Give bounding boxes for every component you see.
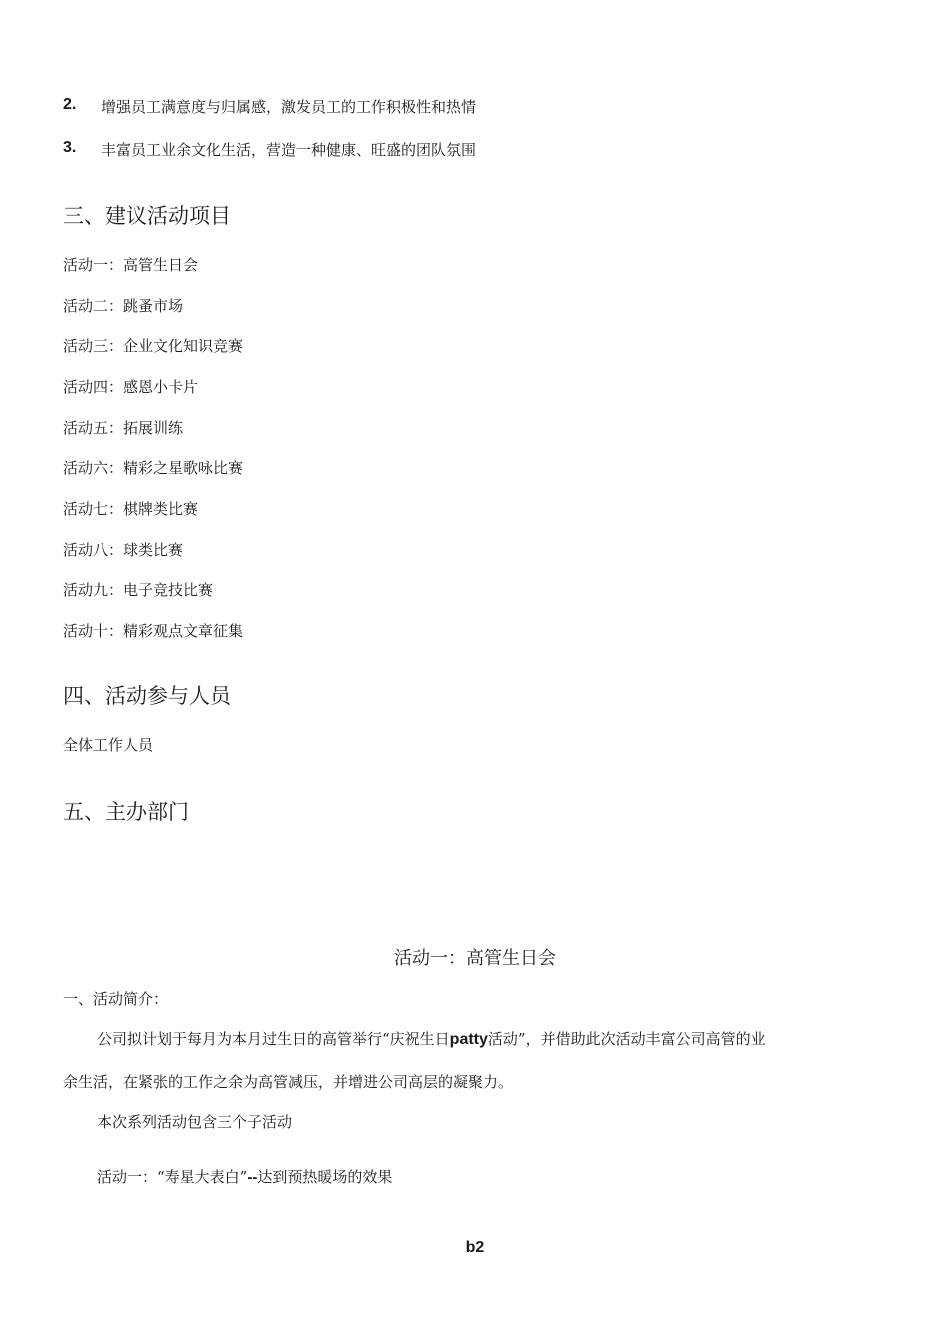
intro-heading: 一、活动简介： [63,990,169,1008]
list-number: 2. [63,96,77,113]
activity-title: 活动一：高管生日会 [394,948,556,969]
section-heading: 五、主办部门 [63,800,189,824]
activity-list-item: 活动六：精彩之星歌咏比赛 [63,459,244,477]
section-heading: 四、活动参与人员 [63,684,231,708]
list-item-text: 增强员工满意度与归属感，激发员工的工作积极性和热情 [101,98,477,116]
activity-list-item: 活动八：球类比赛 [63,541,184,559]
intro-text-latin: patty [449,1031,488,1048]
intro-text-before: 公司拟计划于每月为本月过生日的高管举行“庆祝生日 [97,1030,450,1048]
activity-list-item: 活动三：企业文化知识竞赛 [63,337,244,355]
sub-activity-name: 活动一：“寿星大表白” [97,1168,248,1186]
activity-list-item: 活动七：棋牌类比赛 [63,500,199,518]
series-description: 本次系列活动包含三个子活动 [97,1113,293,1131]
intro-paragraph-line-1 [97,1028,766,1049]
activity-list-item: 活动四：感恩小卡片 [63,378,199,396]
sub-activity-dash: -- [247,1169,258,1186]
page-number: b2 [465,1239,485,1256]
intro-paragraph-line-2: 余生活，在紧张的工作之余为高管减压，并增进公司高层的凝聚力。 [63,1073,514,1091]
list-number: 3. [63,139,77,156]
activity-list-item: 活动一：高管生日会 [63,256,199,274]
activity-list-item: 活动五：拓展训练 [63,419,184,437]
section-content: 全体工作人员 [63,736,154,754]
intro-text-after: 活动”，并借助此次活动丰富公司高管的业 [487,1030,766,1048]
section-heading: 三、建议活动项目 [63,204,231,228]
activity-list-item: 活动二：跳蚤市场 [63,297,184,315]
sub-activity-effect: 达到预热暖场的效果 [257,1168,393,1186]
sub-activity-line [97,1166,392,1187]
activity-list-item: 活动十：精彩观点文章征集 [63,622,244,640]
activity-list-item: 活动九：电子竞技比赛 [63,581,214,599]
list-item-text: 丰富员工业余文化生活，营造一种健康、旺盛的团队氛围 [101,141,477,159]
